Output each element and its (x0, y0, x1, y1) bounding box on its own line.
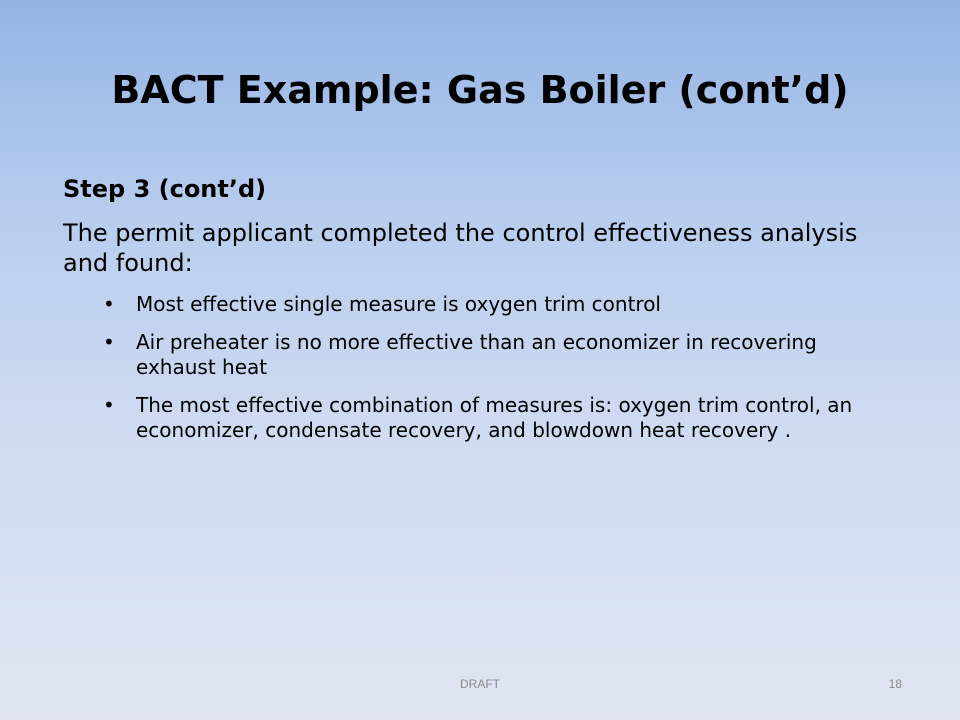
page-number: 18 (888, 677, 902, 691)
bullet-list (63, 292, 883, 443)
bullet-icon: • (103, 330, 115, 354)
bullet-text: Air preheater is no more effective than an economizer in recovering exhaust heat (136, 330, 817, 379)
slide-body (63, 174, 883, 456)
footer-label: DRAFT (460, 677, 500, 691)
bullet-item (103, 330, 883, 380)
bullet-icon: • (103, 292, 115, 316)
step-heading: Step 3 (cont’d) (63, 175, 267, 203)
intro-paragraph: The permit applicant completed the control effectiveness analysis and found: (63, 219, 858, 277)
slide-title: BACT Example: Gas Boiler (cont’d) (111, 68, 849, 112)
bullet-icon: • (103, 393, 115, 417)
bullet-text: Most effective single measure is oxygen trim control (136, 292, 661, 316)
bullet-text: The most effective combination of measures is: oxygen trim control, an economizer, condensate recovery, and blowdown heat recovery . (136, 393, 853, 442)
bullet-item (103, 393, 883, 443)
bullet-item (103, 292, 883, 317)
